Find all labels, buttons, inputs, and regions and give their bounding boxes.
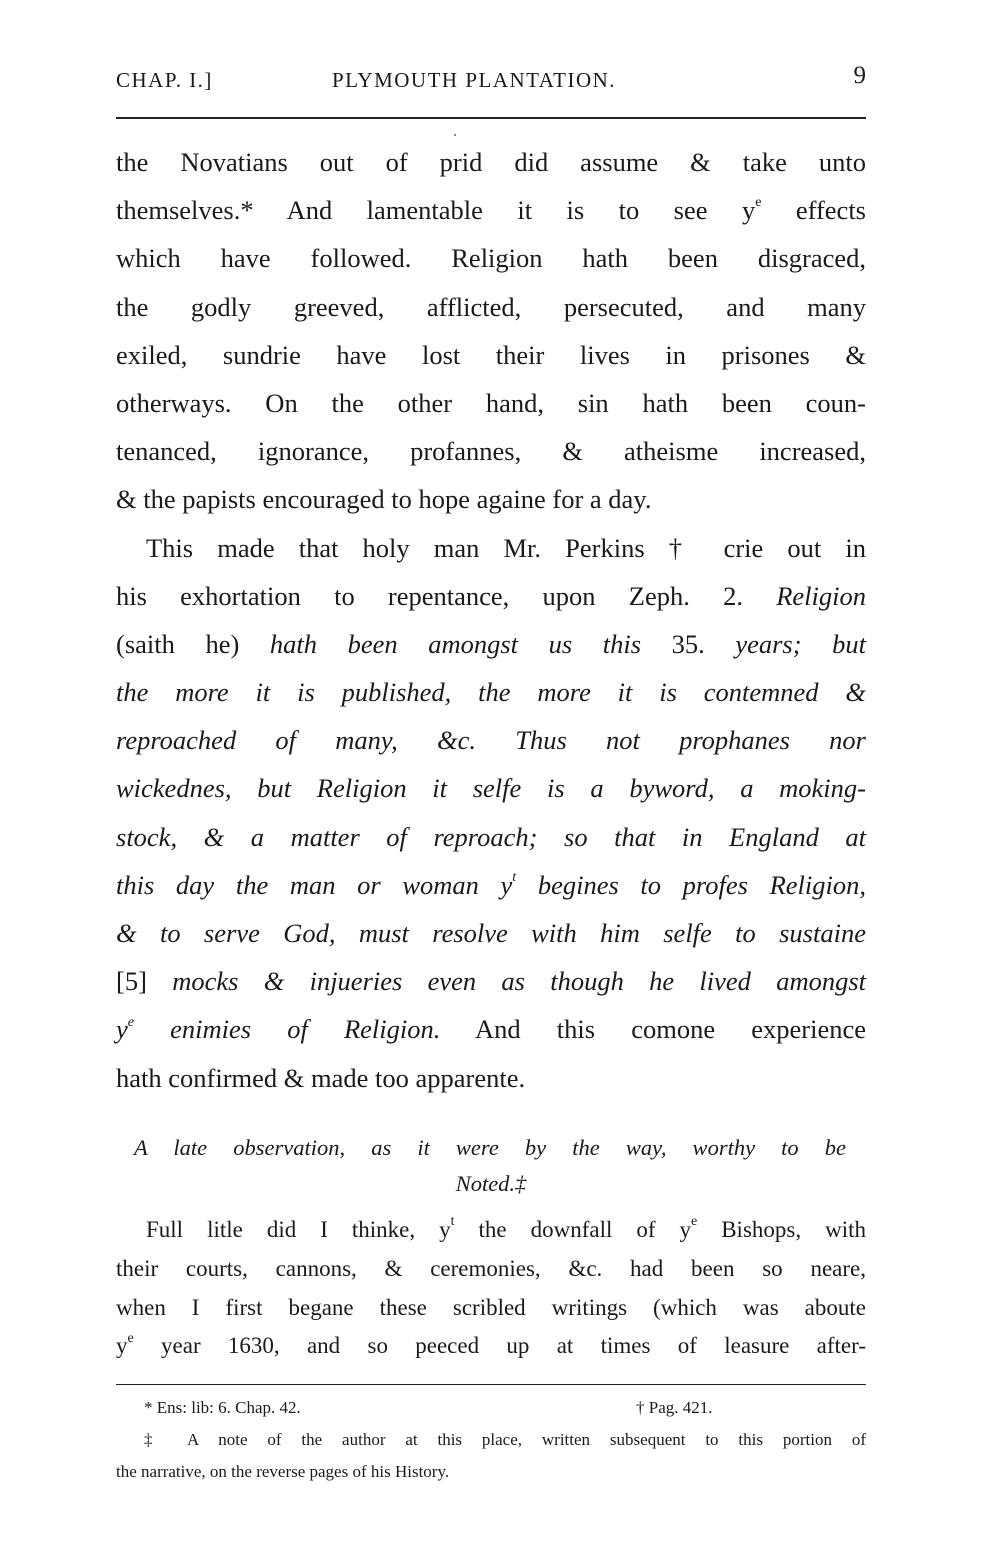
main-text (116, 138, 866, 1102)
text-line: & the papists encouraged to hope againe for a day. (116, 484, 652, 515)
text-line: wickednes, but Religion it selfe is a byword, a moking- (116, 773, 866, 804)
text-line: $y^e$ enimies of Religion. And this comone experience (116, 1014, 866, 1045)
running-title: PLYMOUTH PLANTATION. (332, 68, 617, 92)
text-line: their courts, cannons, & ceremonies, &c. had been so neare, (116, 1255, 866, 1281)
text-line: & to serve God, must resolve with him selfe to sustaine (116, 918, 866, 948)
text-line: reproached of many, &c. Thus not prophanes nor (116, 725, 866, 756)
footnote-1: * Ens: lib: 6. Chap. 42. (144, 1398, 301, 1417)
heading-line: A late observation, as it were by the way, worthy to be (134, 1135, 846, 1160)
page-number: 9 (853, 62, 866, 89)
chapter-label: CHAP. I.] (116, 68, 213, 92)
footnote-3: ‡ A note of the author at this place, written subsequent to this portion of (144, 1430, 866, 1449)
section-heading (116, 1130, 866, 1202)
marginal-page-ref: [5] (116, 966, 173, 997)
text-line: This made that holy man Mr. Perkins † crie out in (146, 532, 866, 563)
text-line: this day the man or woman $y^t$ begines to profes Religion, (116, 869, 866, 900)
text-line: tenanced, ignorance, profannes, & atheisme increased, (116, 436, 866, 467)
text-line: hath confirmed & made too apparente. (116, 1062, 526, 1093)
text-line: stock, & a matter of reproach; so that in England at (116, 821, 866, 852)
text-line: [5] mocks & injueries even as though he lived amongst (116, 966, 867, 997)
heading-line: Noted.‡ (455, 1171, 527, 1196)
text-line: the godly greeved, afflicted, persecuted, and many (116, 291, 866, 322)
text-line: exiled, sundrie have lost their lives in prisones & (116, 339, 866, 370)
text-line: when I first begane these scribled writings (which was aboute (116, 1294, 866, 1320)
running-header (116, 62, 866, 98)
footnote-rule (116, 1384, 866, 1385)
footnote-3-cont: the narrative, on the reverse pages of his History. (116, 1462, 450, 1481)
text-line: his exhortation to repentance, upon Zeph. 2. Religion (116, 580, 866, 611)
header-rule (116, 117, 866, 119)
note-text (116, 1211, 866, 1366)
text-line: $y^e$ year 1630, and so peeced up at times of leasure after- (116, 1330, 866, 1359)
text-line: (saith he) hath been amongst us this 35. years; but (116, 628, 866, 659)
text-line: Full litle did I thinke, $y^t$ the downfall of $y^e$ Bishops, with (146, 1214, 866, 1242)
text-line: otherways. On the other hand, sin hath been coun- (116, 387, 866, 418)
text-line: which have followed. Religion hath been disgraced, (116, 243, 866, 274)
footnote-2: † Pag. 421. (636, 1398, 713, 1417)
text-line: themselves.* And lamentable it is to see $y^e$ effects (116, 195, 866, 226)
print-mark (454, 134, 456, 136)
text-line: the Novatians out of prid did assume & take unto (116, 147, 866, 177)
footnotes (116, 1392, 866, 1488)
text-line: the more it is published, the more it is contemned & (116, 677, 866, 708)
